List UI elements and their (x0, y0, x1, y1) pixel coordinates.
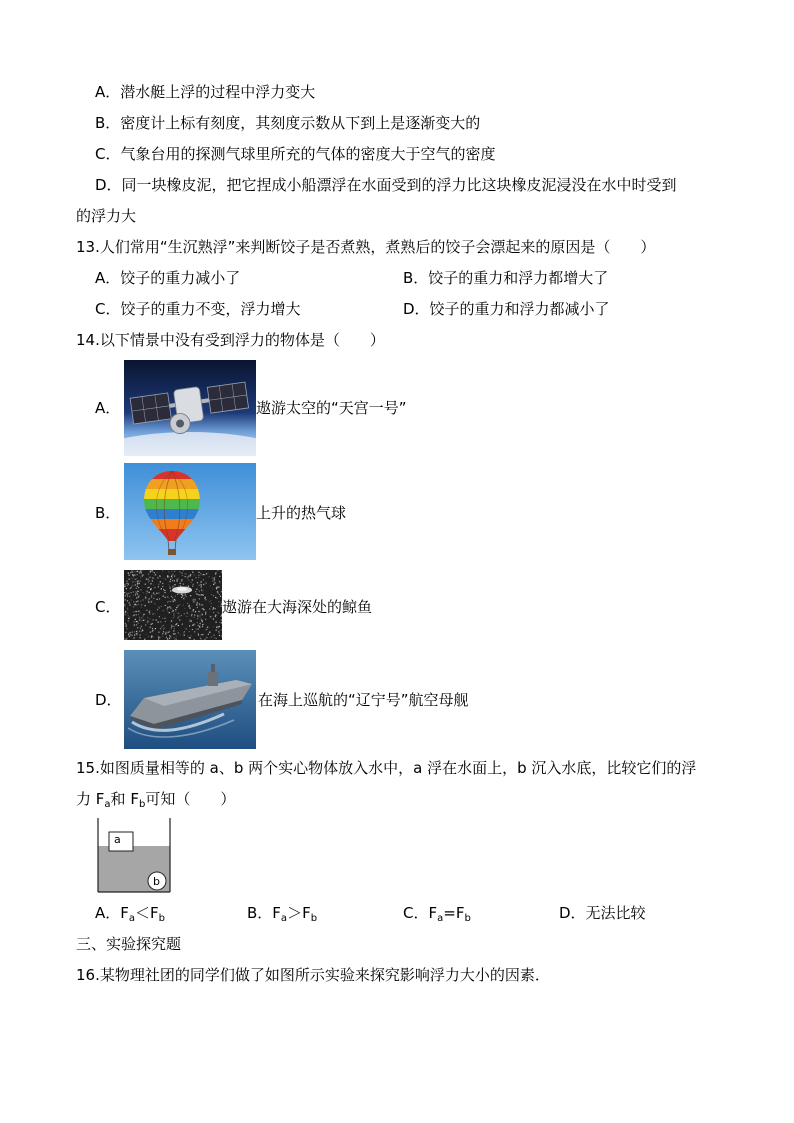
q14-option-a-text: 遨游太空的“天宫一号” (256, 399, 407, 417)
q12-option-c: C．气象台用的探测气球里所充的气体的密度大于空气的密度 (95, 145, 496, 163)
q14-option-d-label: D． (95, 691, 122, 709)
q13-option-b: B．饺子的重力和浮力都增大了 (403, 269, 609, 287)
q14-option-b-text: 上升的热气球 (256, 504, 347, 522)
section-heading: 三、实验探究题 (76, 935, 182, 953)
space-station-image (124, 360, 256, 456)
q14-option-c-text: 遨游在大海深处的鲸鱼 (222, 598, 373, 616)
q15-option-d: D．无法比较 (559, 904, 646, 922)
q12-option-d-line1: D．同一块橡皮泥，把它捏成小船漂浮在水面受到的浮力比这块橡皮泥浸没在水中时受到 (95, 176, 677, 194)
q13-stem: 13.人们常用“生沉熟浮”来判断饺子是否煮熟，煮熟后的饺子会漂起来的原因是（ ） (76, 238, 656, 256)
q15-option-a: A．$F_a<F_b$ (95, 904, 166, 924)
q12-option-a: A．潜水艇上浮的过程中浮力变大 (95, 83, 316, 101)
q14-option-a-label: A． (95, 399, 121, 417)
hot-air-balloon-image (124, 463, 256, 560)
q15-option-b: B．$F_a>F_b$ (247, 904, 318, 924)
figure-label-a: a (114, 833, 121, 846)
q16-stem: 16.某物理社团的同学们做了如图所示实验来探究影响浮力大小的因素． (76, 966, 550, 984)
deep-sea-whale-image (124, 570, 222, 640)
q14-option-c-label: C． (95, 598, 121, 616)
q15-stem-line1: 15.如图质量相等的 a、b 两个实心物体放入水中，a 浮在水面上，b 沉入水底，比较它们的浮 (76, 759, 697, 777)
q14-option-d-text: 在海上巡航的“辽宁号”航空母舰 (258, 691, 469, 709)
q13-option-d: D．饺子的重力和浮力都减小了 (403, 300, 610, 318)
q14-option-b-label: B． (95, 504, 121, 522)
aircraft-carrier-image (124, 650, 256, 749)
beaker-figure (96, 818, 172, 894)
q15-stem-line2: 力 $F_a$和 $F_b$可知（ ） (76, 790, 236, 810)
q12-option-b: B．密度计上标有刻度，其刻度示数从下到上是逐渐变大的 (95, 114, 481, 132)
q15-option-c: C．$F_a=F_b$ (403, 904, 471, 924)
q14-stem: 14.以下情景中没有受到浮力的物体是（ ） (76, 331, 385, 349)
q12-option-d-line2: 的浮力大 (76, 207, 137, 225)
q13-option-c: C．饺子的重力不变，浮力增大 (95, 300, 301, 318)
q13-option-a: A．饺子的重力减小了 (95, 269, 241, 287)
figure-label-b: b (153, 875, 160, 888)
